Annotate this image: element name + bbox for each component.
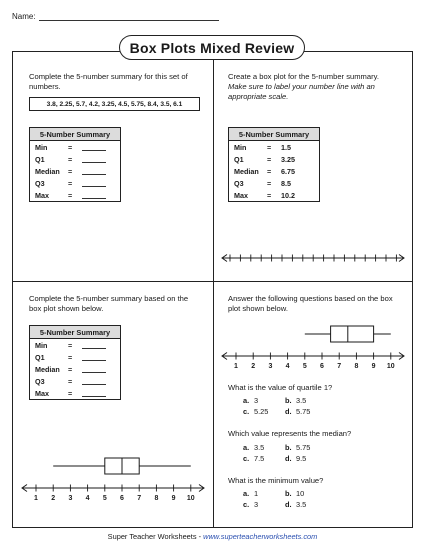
tick-label: 7 xyxy=(337,363,342,370)
grid-vertical-divider xyxy=(213,52,214,527)
answer-blank[interactable] xyxy=(82,354,106,361)
equals-sign: = xyxy=(68,190,73,200)
tick-label: 7 xyxy=(137,495,142,502)
summary-row-median xyxy=(30,165,120,177)
summary-row-min xyxy=(30,339,120,351)
option-value: 5.75 xyxy=(296,443,311,452)
option-a[interactable] xyxy=(243,396,258,405)
tick-label: 9 xyxy=(371,363,376,370)
summary-row-max xyxy=(30,189,120,201)
name-blank-line[interactable] xyxy=(39,13,219,21)
equals-sign: = xyxy=(68,364,73,374)
summary-row-median xyxy=(229,165,319,177)
q1-instruction: Complete the 5-number summary for this set of numbers. xyxy=(29,72,188,91)
option-b[interactable] xyxy=(285,443,310,452)
option-letter: b. xyxy=(285,443,292,452)
row-value: 6.75 xyxy=(281,166,295,176)
option-c[interactable] xyxy=(243,454,264,463)
option-b[interactable] xyxy=(285,489,304,498)
answer-blank[interactable] xyxy=(82,378,106,385)
row-label: Max xyxy=(35,190,49,200)
footer-brand: Super Teacher Worksheets - xyxy=(107,532,204,541)
option-d[interactable] xyxy=(285,407,310,416)
tick-label: 6 xyxy=(320,363,324,370)
option-letter: d. xyxy=(285,500,292,509)
tick-label: 5 xyxy=(102,495,107,502)
option-letter: a. xyxy=(243,443,250,452)
equals-sign: = xyxy=(68,142,73,152)
option-value: 3.5 xyxy=(254,443,265,452)
option-a[interactable] xyxy=(243,489,258,498)
row-label: Median xyxy=(35,364,60,374)
interquartile-box xyxy=(331,326,374,342)
option-letter: b. xyxy=(285,396,292,405)
option-letter: c. xyxy=(243,454,250,463)
equals-sign: = xyxy=(68,376,73,386)
tick-label: 1 xyxy=(234,363,238,370)
option-value: 5.75 xyxy=(296,407,311,416)
answer-blank[interactable] xyxy=(82,390,106,397)
option-value: 1 xyxy=(254,489,259,498)
q3-summary-table xyxy=(29,325,121,400)
summary-header: 5-Number Summary xyxy=(229,128,319,141)
option-c[interactable] xyxy=(243,407,268,416)
option-value: 9.5 xyxy=(296,454,307,463)
row-label: Min xyxy=(35,340,48,350)
q1-summary-table xyxy=(29,127,121,202)
equals-sign: = xyxy=(267,178,272,188)
equals-sign: = xyxy=(68,340,73,350)
row-value: 10.2 xyxy=(281,190,295,200)
answer-blank[interactable] xyxy=(82,192,106,199)
option-d[interactable] xyxy=(285,454,306,463)
summary-row-q3 xyxy=(30,375,120,387)
option-value: 10 xyxy=(296,489,305,498)
row-label: Q3 xyxy=(35,178,45,188)
q3-box-plot xyxy=(18,456,208,506)
equals-sign: = xyxy=(68,166,73,176)
tick-label: 9 xyxy=(171,495,176,502)
answer-blank[interactable] xyxy=(82,156,106,163)
equals-sign: = xyxy=(68,154,73,164)
option-value: 5.25 xyxy=(254,407,269,416)
q2-summary-table xyxy=(228,127,320,202)
row-label: Min xyxy=(234,142,247,152)
q2-blank-number-line[interactable] xyxy=(218,250,408,266)
q1-number-set: 3.8, 2.25, 5.7, 4.2, 3.25, 4.5, 5.75, 8.4, 3.5, 6.1 xyxy=(29,97,200,111)
summary-header: 5-Number Summary xyxy=(30,128,120,141)
option-letter: d. xyxy=(285,454,292,463)
row-label: Median xyxy=(35,166,60,176)
q3-panel xyxy=(29,294,199,314)
tick-label: 6 xyxy=(120,495,124,502)
summary-row-max xyxy=(30,387,120,399)
tick-label: 2 xyxy=(51,495,56,502)
option-value: 3.5 xyxy=(296,396,307,405)
equals-sign: = xyxy=(267,154,272,164)
option-d[interactable] xyxy=(285,500,306,509)
summary-row-q3 xyxy=(30,177,120,189)
q3-instruction: Complete the 5-number summary based on the box plot shown below. xyxy=(29,294,189,313)
option-b[interactable] xyxy=(285,396,306,405)
question-3-text: What is the minimum value? xyxy=(228,476,324,485)
summary-row-max xyxy=(229,189,319,201)
equals-sign: = xyxy=(68,352,73,362)
tick-label: 10 xyxy=(386,363,395,370)
option-value: 3 xyxy=(254,500,259,509)
q4-box-plot xyxy=(218,324,408,374)
option-letter: a. xyxy=(243,396,250,405)
answer-blank[interactable] xyxy=(82,342,106,349)
option-letter: a. xyxy=(243,489,250,498)
tick-label: 3 xyxy=(68,495,73,502)
summary-header: 5-Number Summary xyxy=(30,326,120,339)
question-1-text: What is the value of quartile 1? xyxy=(228,383,333,392)
tick-label: 4 xyxy=(285,363,290,370)
equals-sign: = xyxy=(267,166,272,176)
tick-label: 1 xyxy=(34,495,38,502)
equals-sign: = xyxy=(267,190,272,200)
footer-url[interactable]: www.superteacherworksheets.com xyxy=(203,532,318,541)
q2-instruction: Create a box plot for the 5-number summary. xyxy=(228,72,379,81)
summary-row-q3 xyxy=(229,177,319,189)
tick-label: 10 xyxy=(186,495,195,502)
tick-label: 8 xyxy=(354,363,359,370)
row-label: Max xyxy=(35,388,49,398)
row-label: Median xyxy=(234,166,259,176)
tick-label: 2 xyxy=(251,363,256,370)
equals-sign: = xyxy=(68,178,73,188)
row-label: Q1 xyxy=(234,154,244,164)
row-label: Min xyxy=(35,142,48,152)
worksheet-title: Box Plots Mixed Review xyxy=(119,35,305,60)
row-label: Q3 xyxy=(35,376,45,386)
q1-panel xyxy=(29,72,199,92)
row-value: 1.5 xyxy=(281,142,291,152)
tick-label: 8 xyxy=(154,495,159,502)
name-field-row xyxy=(12,12,219,21)
name-label: Name: xyxy=(12,12,36,21)
footer xyxy=(0,532,425,541)
q4-panel xyxy=(228,294,406,314)
q4-instruction: Answer the following questions based on the box plot shown below. xyxy=(228,294,393,313)
summary-row-min xyxy=(229,141,319,153)
answer-blank[interactable] xyxy=(82,366,106,373)
summary-row-min xyxy=(30,141,120,153)
answer-blank[interactable] xyxy=(82,144,106,151)
q2-instruction-italic: Make sure to label your number line with an appropriate scale. xyxy=(228,82,375,101)
option-letter: c. xyxy=(243,407,250,416)
q2-panel xyxy=(228,72,406,102)
row-label: Q1 xyxy=(35,154,45,164)
row-value: 8.5 xyxy=(281,178,291,188)
answer-blank[interactable] xyxy=(82,180,106,187)
option-value: 7.5 xyxy=(254,454,265,463)
tick-label: 5 xyxy=(302,363,307,370)
summary-row-median xyxy=(30,363,120,375)
row-label: Max xyxy=(234,190,248,200)
tick-label: 4 xyxy=(85,495,90,502)
row-label: Q3 xyxy=(234,178,244,188)
option-value: 3.5 xyxy=(296,500,307,509)
option-letter: b. xyxy=(285,489,292,498)
row-label: Q1 xyxy=(35,352,45,362)
equals-sign: = xyxy=(267,142,272,152)
summary-row-q1 xyxy=(229,153,319,165)
option-letter: d. xyxy=(285,407,292,416)
tick-label: 3 xyxy=(268,363,273,370)
row-value: 3.25 xyxy=(281,154,295,164)
summary-row-q1 xyxy=(30,153,120,165)
option-c[interactable] xyxy=(243,500,258,509)
option-letter: c. xyxy=(243,500,250,509)
option-value: 3 xyxy=(254,396,259,405)
equals-sign: = xyxy=(68,388,73,398)
question-2-text: Which value represents the median? xyxy=(228,429,352,438)
answer-blank[interactable] xyxy=(82,168,106,175)
summary-row-q1 xyxy=(30,351,120,363)
grid-horizontal-divider xyxy=(13,281,412,282)
option-a[interactable] xyxy=(243,443,264,452)
